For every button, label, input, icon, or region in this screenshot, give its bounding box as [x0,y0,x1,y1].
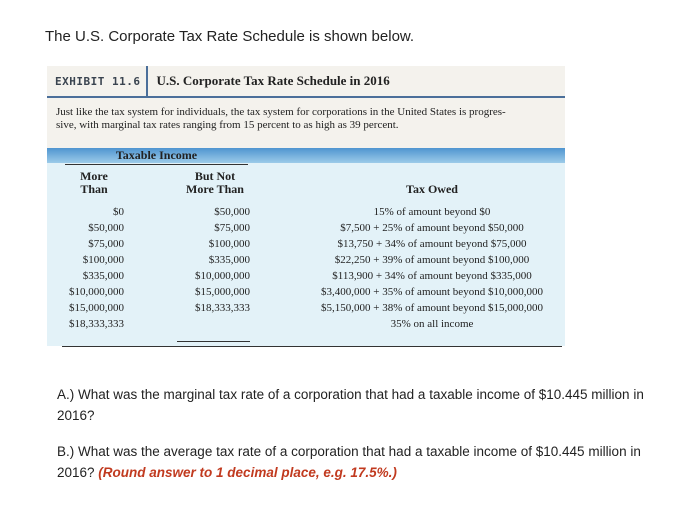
header-not-more-than [175,170,255,196]
more-than-cell: $50,000 [88,222,124,234]
question-a-line2: 2016? [57,408,95,423]
header-more-than-line1: More [80,169,108,183]
not-more-than-cell: $18,333,333 [195,302,250,314]
table-bottom-rule [62,346,562,347]
tax-owed-cell: $113,900 + 34% of amount beyond $335,000 [332,270,532,282]
open-ended-dash [177,341,250,342]
question-a-line1: A.) What was the marginal tax rate of a corporation that had a taxable income of $10.445 million in [57,387,644,402]
intro-text: The U.S. Corporate Tax Rate Schedule is shown below. [45,28,415,45]
more-than-cell: $75,000 [88,238,124,250]
tax-owed-cell: 15% of amount beyond $0 [373,206,491,218]
column-more-than [62,204,124,332]
more-than-cell: $15,000,000 [69,302,124,314]
more-than-cell: $0 [113,206,124,218]
not-more-than-cell: $335,000 [208,254,250,266]
question-b-line2 [57,462,677,483]
taxable-income-rule [65,164,248,165]
tax-owed-cell: $3,400,000 + 35% of amount beyond $10,000,000 [321,286,543,298]
not-more-than-cell: $75,000 [214,222,250,234]
rounding-instruction: (Round answer to 1 decimal place, e.g. 17.5%.) [98,465,397,480]
more-than-cell: $18,333,333 [69,318,124,330]
question-a [57,384,677,426]
tax-owed-cell: 35% on all income [390,318,474,330]
taxable-income-label: Taxable Income [115,148,198,162]
tax-owed-cell: $7,500 + 25% of amount beyond $50,000 [340,222,524,234]
column-tax-owed [302,204,562,332]
header-not-more-line2: More Than [186,182,244,196]
tax-owed-cell: $5,150,000 + 38% of amount beyond $15,000,000 [321,302,543,314]
header-not-more-line1: But Not [194,169,236,183]
header-more-than [62,170,126,196]
description-line-2: sive, with marginal tax rates ranging from 15 percent to as high as 39 percent. [56,119,399,131]
more-than-cell: $335,000 [82,270,124,282]
tax-owed-cell: $13,750 + 34% of amount beyond $75,000 [337,238,527,250]
tax-table [47,66,565,346]
not-more-than-cell: $15,000,000 [195,286,250,298]
description-line-1: Just like the tax system for individuals, the tax system for corporations in the United States is progres- [56,106,506,118]
not-more-than-cell: $10,000,000 [195,270,250,282]
header-tax-owed: Tax Owed [406,182,458,196]
header-more-than-line2: Than [80,182,108,196]
question-b-prefix: 2016? [57,465,99,480]
not-more-than-cell: $100,000 [208,238,250,250]
question-b [57,441,677,483]
tax-owed-cell: $22,250 + 39% of amount beyond $100,000 [334,254,530,266]
not-more-than-cell: $50,000 [214,206,250,218]
more-than-cell: $100,000 [82,254,124,266]
question-b-line1: B.) What was the average tax rate of a corporation that had a taxable income of $10.445 million in [57,444,641,459]
exhibit-title: U.S. Corporate Tax Rate Schedule in 2016 [156,73,390,88]
column-not-more-than [177,204,250,316]
more-than-cell: $10,000,000 [69,286,124,298]
exhibit-label: EXHIBIT 11.6 [55,74,141,88]
